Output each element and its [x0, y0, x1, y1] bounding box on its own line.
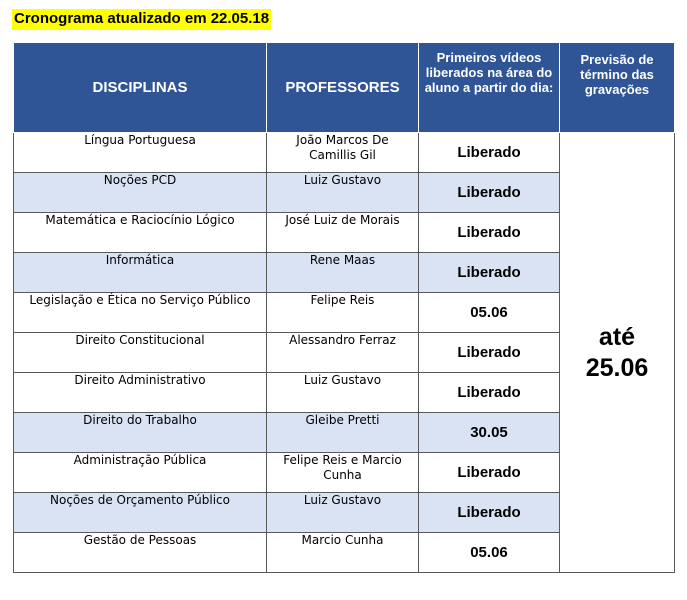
disciplina-cell: Direito Administrativo: [14, 373, 267, 413]
professor-cell: Rene Maas: [267, 253, 419, 293]
status-cell: Liberado: [419, 493, 560, 533]
professor-cell: Gleibe Pretti: [267, 413, 419, 453]
professor-cell: Marcio Cunha: [267, 533, 419, 573]
professor-cell: Felipe Reis e Marcio Cunha: [267, 453, 419, 493]
disciplina-cell: Matemática e Raciocínio Lógico: [14, 213, 267, 253]
disciplina-cell: Língua Portuguesa: [14, 133, 267, 173]
professor-cell: José Luiz de Morais: [267, 213, 419, 253]
status-cell: 05.06: [419, 533, 560, 573]
professor-cell: Luiz Gustavo: [267, 173, 419, 213]
header-primeiros-videos: Primeiros vídeos liberados na área do aluno a partir do dia:: [419, 43, 560, 133]
professor-cell: Luiz Gustavo: [267, 493, 419, 533]
header-professores: PROFESSORES: [267, 43, 419, 133]
disciplina-cell: Gestão de Pessoas: [14, 533, 267, 573]
disciplina-cell: Noções de Orçamento Público: [14, 493, 267, 533]
disciplina-cell: Direito do Trabalho: [14, 413, 267, 453]
forecast-label: até: [598, 322, 636, 351]
schedule-table: [13, 42, 675, 573]
forecast-date: 25.06: [585, 353, 649, 382]
table-row: [14, 133, 675, 173]
status-cell: Liberado: [419, 133, 560, 173]
disciplina-cell: Informática: [14, 253, 267, 293]
professor-cell: João Marcos De Camillis Gil: [267, 133, 419, 173]
professor-cell: Felipe Reis: [267, 293, 419, 333]
status-cell: 30.05: [419, 413, 560, 453]
header-row: [14, 43, 675, 133]
status-cell: Liberado: [419, 373, 560, 413]
status-cell: Liberado: [419, 213, 560, 253]
status-cell: 05.06: [419, 293, 560, 333]
status-cell: Liberado: [419, 453, 560, 493]
header-previsao: Previsão de término das gravações: [560, 43, 675, 133]
header-disciplinas: DISCIPLINAS: [14, 43, 267, 133]
status-cell: Liberado: [419, 173, 560, 213]
status-cell: Liberado: [419, 253, 560, 293]
professor-cell: Alessandro Ferraz: [267, 333, 419, 373]
disciplina-cell: Administração Pública: [14, 453, 267, 493]
forecast-cell: [560, 133, 675, 573]
disciplina-cell: Legislação e Ética no Serviço Público: [14, 293, 267, 333]
professor-cell: Luiz Gustavo: [267, 373, 419, 413]
disciplina-cell: Direito Constitucional: [14, 333, 267, 373]
disciplina-cell: Noções PCD: [14, 173, 267, 213]
status-cell: Liberado: [419, 333, 560, 373]
page-title: Cronograma atualizado em 22.05.18: [12, 9, 271, 30]
